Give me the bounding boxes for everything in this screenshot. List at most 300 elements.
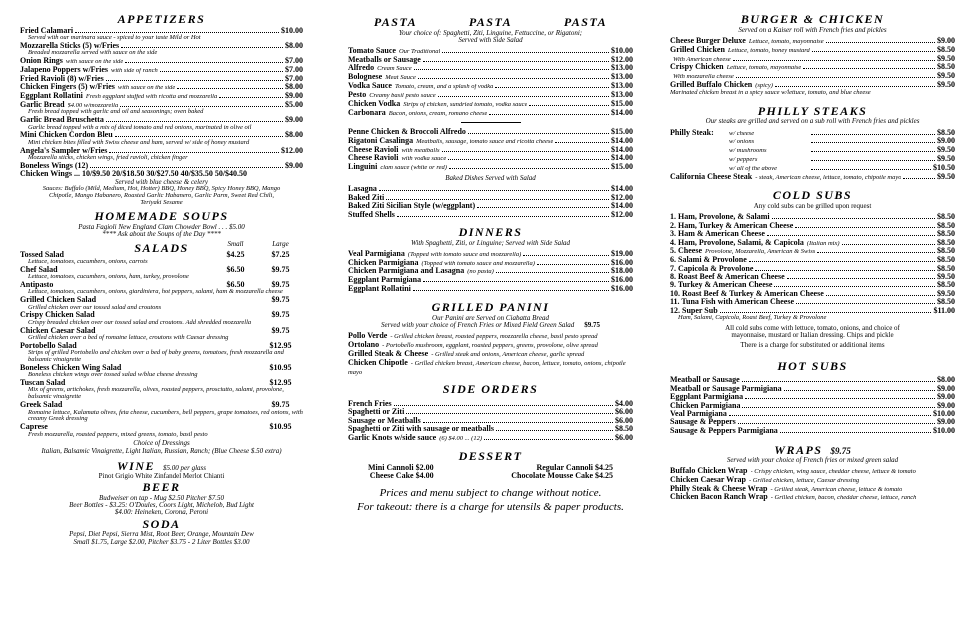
item-desc: - Grilled chicken, bacon, cheddar cheese, lettuce, ranch xyxy=(770,495,917,502)
dinner-list xyxy=(348,250,633,293)
philly-item xyxy=(670,129,955,138)
item-name: Ortolano xyxy=(348,340,380,350)
hot-sub-item xyxy=(670,427,955,435)
item-desc: - Grilled steak and onions, American cheese, garlic spread xyxy=(431,350,585,358)
hot-subs-title: HOT SUBS xyxy=(777,358,848,373)
item-note: Served with our marinara sauce - spiced to your taste Mild or Hot xyxy=(28,33,201,41)
item-name: Alfredo xyxy=(348,63,375,73)
baked-item xyxy=(348,211,633,219)
item-price: $13.00 xyxy=(611,81,633,91)
leader-dots xyxy=(75,27,279,33)
item-desc: (Topped with tomato sauce and mozzarella) xyxy=(407,251,522,258)
pasta-sub-2: Served with Side Salad xyxy=(458,35,523,44)
item-price: $9.00 xyxy=(285,90,303,100)
california-cheese-steak xyxy=(670,173,955,182)
small-price: $6.50 xyxy=(226,280,245,290)
leader-dots xyxy=(120,101,283,107)
burger-note: Marinated chicken breast in a spicy sauce w/lettuce, tomato, and blue cheese xyxy=(670,88,871,96)
item-name: Chicken Parmigiana xyxy=(670,400,741,410)
item-name: Grilled Buffalo Chicken xyxy=(670,80,753,89)
item-name: Pesto xyxy=(348,89,367,99)
item-price: $8.50 xyxy=(937,255,955,265)
item-name: Greek Salad xyxy=(20,400,63,410)
item-price: $9.00 xyxy=(937,136,955,146)
dessert-grid xyxy=(348,464,633,481)
beer-line-3: $4.00: Heineken, Corona, Peroni xyxy=(114,508,209,517)
pasta-title-2: PASTA xyxy=(468,15,513,29)
item-desc: Cream Sauce xyxy=(377,66,412,73)
item-desc: w/ peppers xyxy=(729,157,758,163)
item-price: $16.00 xyxy=(611,257,633,267)
leader-dots xyxy=(749,256,935,262)
item-price: $12.00 xyxy=(611,209,633,219)
item-price: $14.00 xyxy=(611,201,633,211)
wrap-item xyxy=(670,493,955,502)
item-price: $14.00 xyxy=(611,144,633,154)
item-note: Mozzarella sticks, chicken wings, fried ravioli, chicken finger xyxy=(28,154,188,162)
small-price: $4.25 xyxy=(226,249,245,259)
large-price: $9.75 xyxy=(271,325,290,335)
item-price: $13.00 xyxy=(611,72,633,82)
item-name: Pollo Verde xyxy=(348,331,388,341)
item-name: Spaghetti or Ziti xyxy=(348,407,405,417)
item-price: $9.00 xyxy=(937,35,955,45)
leader-dots xyxy=(755,265,935,271)
leader-dots xyxy=(406,408,613,414)
item-name: Jalapeno Poppers w/Fries xyxy=(20,64,108,74)
item-price: $15.00 xyxy=(611,127,633,137)
item-price: $10.00 xyxy=(281,25,303,35)
wraps-price: $9.75 xyxy=(830,446,851,457)
item-note: Mix of greens, artichokes, fresh mozzarella, olives, roasted peppers, prosciutto, salami, provolone, balsamic vinaigrette xyxy=(28,386,284,401)
large-price: $7.25 xyxy=(271,249,290,259)
item-desc: w/ onions xyxy=(729,139,755,146)
leader-dots xyxy=(811,155,935,161)
panini-title: GRILLED PANINI xyxy=(431,300,550,315)
item-desc: - Grilled steak, American cheese, lettuce & tomato xyxy=(770,486,903,493)
item-desc: - Crispy chicken, wing sauce, cheddar cheese, lettuce & tomato xyxy=(750,469,916,476)
item-price: $9.00 xyxy=(937,417,955,427)
wraps-header xyxy=(670,444,955,457)
large-price: $10.95 xyxy=(269,362,292,372)
leader-dots xyxy=(438,91,609,97)
item-price: $8.50 xyxy=(937,263,955,273)
leader-dots xyxy=(386,194,609,200)
leader-dots xyxy=(495,82,609,88)
item-desc: (Topped with tomato sauce and mozzarella) xyxy=(421,260,535,267)
item-desc: Meatballs, sausage, tomato sauce and ricotta cheese xyxy=(416,138,554,145)
item-price: $14.00 xyxy=(611,184,633,194)
leader-dots xyxy=(555,137,609,143)
cold-subs-info-2: mayonnaise, mustard or Italian dressing. Chips and pickle xyxy=(731,331,894,340)
leader-dots xyxy=(160,66,283,72)
philly-item xyxy=(670,137,955,146)
leader-dots xyxy=(496,425,613,431)
item-name: 1. Ham, Provolone, & Salami xyxy=(670,212,770,222)
footer-line-1: Prices and menu subject to change without notice. xyxy=(379,486,602,499)
item-desc: with side of ranch xyxy=(111,67,158,74)
item-name: Sausage or Meatballs xyxy=(348,415,421,425)
large-price: $12.95 xyxy=(269,378,292,388)
leader-dots xyxy=(496,267,609,273)
large-price: $10.95 xyxy=(269,422,292,432)
leader-dots xyxy=(379,185,609,191)
item-name: Grilled Chicken Salad xyxy=(20,295,97,305)
leader-dots xyxy=(413,285,609,291)
large-price: $12.95 xyxy=(269,340,292,350)
item-price: $7.00 xyxy=(285,73,303,83)
philly-label: Philly Steak: xyxy=(670,127,714,137)
item-name: Angela's Sampler w/Fries xyxy=(20,145,108,155)
wine-header xyxy=(20,460,303,473)
item-name: Garlic Knots w/side sauce xyxy=(348,432,437,442)
leader-dots xyxy=(784,385,935,391)
pasta-item xyxy=(348,109,633,118)
pasta-item xyxy=(348,82,633,91)
item-name: Garlic Bread xyxy=(20,99,65,109)
item-price: $9.00 xyxy=(937,383,955,393)
item-desc: Creamy basil pesto sauce xyxy=(369,92,436,99)
divider xyxy=(461,122,521,123)
burger-sub: Served on a Kaiser roll with French fries and pickles xyxy=(738,25,887,34)
item-price: $10.00 xyxy=(933,425,955,435)
wraps-sub: Served with your choice of French fries or mixed green salad xyxy=(726,455,899,464)
footer xyxy=(348,487,633,515)
item-price: $13.00 xyxy=(611,63,633,73)
item-price: $5.00 xyxy=(285,99,303,109)
item-price: $7.00 xyxy=(285,64,303,74)
panini-price: $9.75 xyxy=(584,321,601,329)
wings-note: Served with blue cheese & celery xyxy=(114,177,209,186)
baked-item xyxy=(348,185,633,193)
wraps-list xyxy=(670,467,955,502)
leader-dots xyxy=(736,72,935,78)
item-desc: Lettuce, tomato, mayonnaise xyxy=(748,38,824,45)
item-name: 5. Cheese xyxy=(670,246,702,256)
item-desc: - Grilled chicken, lettuce, Caesar dressing xyxy=(749,477,860,484)
leader-dots xyxy=(442,47,609,53)
item-price: $8.50 xyxy=(937,297,955,307)
item-name: Eggplant Parmigiana xyxy=(670,392,744,402)
item-price: $8.50 xyxy=(937,127,955,137)
item-price: $8.50 xyxy=(937,44,955,54)
small-price: $6.50 xyxy=(226,264,245,274)
cold-subs-sub: Any cold subs can be grilled upon request xyxy=(753,202,872,211)
philly-sub: Our steaks are grilled and served on a sub roll with French fries and pickles xyxy=(705,117,920,126)
item-desc: $4.00 w/mozzarella xyxy=(67,102,119,109)
leader-dots xyxy=(842,239,935,245)
item-price: $9.50 xyxy=(937,288,955,298)
item-name: Portobello Salad xyxy=(20,340,77,350)
dinners-sub: With Spaghetti, Ziti, or Linguine; Served with Side Salad xyxy=(410,238,571,247)
item-name: Eggplant Rollatini xyxy=(20,90,83,100)
item-price: $8.50 xyxy=(937,212,955,222)
item-price: $8.50 xyxy=(937,229,955,239)
leader-dots xyxy=(397,211,609,217)
pasta-item xyxy=(348,64,633,73)
item-name: Bolognese xyxy=(348,72,383,82)
panini-item xyxy=(348,359,633,377)
side-orders-list xyxy=(348,400,633,442)
item-desc: - Grilled chicken breast, roasted peppers, mozzarella cheese, basil pesto spread xyxy=(390,333,598,341)
leader-dots xyxy=(811,137,935,143)
pasta-list xyxy=(348,47,633,117)
soda-title: SODA xyxy=(142,516,181,531)
pasta-special-item xyxy=(348,154,633,163)
leader-dots xyxy=(742,376,935,382)
item-name: Caprese xyxy=(20,422,48,432)
item-name: Baked Ziti Sicilian Style (w/eggplant) xyxy=(348,201,476,211)
leader-dots xyxy=(812,46,935,52)
leader-dots xyxy=(738,418,935,424)
item-name: Vodka Sauce xyxy=(348,81,392,91)
leader-dots xyxy=(484,434,613,440)
item-name: Mini Chicken Cordon Bleu xyxy=(20,130,113,140)
leader-dots xyxy=(780,427,931,433)
item-price: $7.00 xyxy=(285,56,303,65)
item-price: $13.00 xyxy=(611,89,633,99)
item-price: $11.00 xyxy=(933,305,955,315)
item-desc: (6) $4.00 ... (12) xyxy=(439,435,483,442)
item-name: Tomato Sauce xyxy=(348,46,396,56)
item-price: $8.00 xyxy=(285,82,303,92)
pasta-title-3: PASTA xyxy=(563,15,608,29)
item-desc: with sauce on the side xyxy=(117,85,176,92)
leader-dots xyxy=(796,298,935,304)
item-name: Chef Salad xyxy=(20,264,58,274)
item-note: Garlic bread topped with a mix of diced tomato and red onions, marinated in olive oil xyxy=(28,123,252,131)
item-note: Ham, Salami, Capicola, Roast Beef, Turkey & Provolone xyxy=(678,313,827,321)
item-price: $15.00 xyxy=(611,98,633,108)
item-name: Veal Parmigiana xyxy=(670,408,727,418)
cold-sub-item xyxy=(670,239,955,248)
item-name: Chicken Bacon Ranch Wrap xyxy=(670,492,768,502)
middle-column xyxy=(348,12,633,624)
leader-dots xyxy=(106,75,283,81)
burger-list xyxy=(670,37,955,90)
large-price: $9.75 xyxy=(271,280,290,290)
right-column xyxy=(670,12,955,624)
leader-dots xyxy=(811,164,931,170)
item-name: Chicken Caesar Salad xyxy=(20,325,96,335)
large-price: $9.75 xyxy=(271,264,290,274)
item-price: $8.50 xyxy=(937,62,955,72)
item-name: Tuscan Salad xyxy=(20,378,66,388)
leader-dots xyxy=(787,273,935,279)
item-name: Carbonara xyxy=(348,107,386,117)
item-desc: w/ cheese xyxy=(729,130,755,137)
soups-title: HOMEMADE SOUPS xyxy=(94,209,229,224)
dinner-item xyxy=(348,285,633,293)
item-name: 11. Tuna Fish with American Cheese xyxy=(670,297,795,307)
leader-dots xyxy=(477,202,609,208)
leader-dots xyxy=(423,56,609,62)
leader-dots xyxy=(449,163,609,169)
item-desc: with sauce on the side xyxy=(65,59,124,65)
leader-dots xyxy=(90,162,283,168)
dessert-item: Regular Cannoli $4.25 xyxy=(536,462,613,472)
leader-dots xyxy=(775,81,935,87)
item-name: Eggplant Rollatini xyxy=(348,283,411,293)
item-name: Antipasto xyxy=(20,280,54,290)
leader-dots xyxy=(523,250,609,256)
leader-dots xyxy=(442,146,609,152)
item-desc: - Portobello mushroom, eggplant, roasted peppers, greens, provolone, olive spread xyxy=(382,342,598,350)
leader-dots xyxy=(529,100,609,106)
item-note: Lettuce, tomatoes, cucumbers, onions, ham, turkey, provolone xyxy=(28,273,189,281)
item-price: $12.00 xyxy=(611,55,633,65)
leader-dots xyxy=(115,131,283,137)
item-note: Strips of grilled Portobello and chicken over a bed of baby greens, tomatoes, fresh mozzarella and balsamic vinaigrette xyxy=(28,349,284,364)
item-price: $9.00 xyxy=(285,160,303,170)
item-name: French Fries xyxy=(348,399,392,408)
leader-dots xyxy=(772,213,935,219)
item-name: Chicken Parmigiana xyxy=(348,257,419,267)
cold-subs-list xyxy=(670,213,955,321)
leader-dots xyxy=(537,259,609,265)
item-price: $16.00 xyxy=(611,283,633,293)
appetizer-list xyxy=(20,27,303,171)
item-name: Chicken Parmigiana and Lasagna xyxy=(348,266,465,276)
item-price: $12.00 xyxy=(281,145,303,155)
item-price: $9.50 xyxy=(937,145,955,155)
item-name: Mozzarella Sticks (5) w/Fries xyxy=(20,40,120,50)
item-price: $9.00 xyxy=(285,115,303,125)
item-price: $10.00 xyxy=(611,46,633,56)
philly-title: PHILLY STEAKS xyxy=(757,103,868,118)
soups-line-2: **** Ask about the Soups of the Day **** xyxy=(102,230,221,239)
leader-dots xyxy=(109,147,279,153)
left-column xyxy=(20,12,303,624)
item-desc: with vodka sauce xyxy=(401,156,447,163)
item-name: Meatball or Sausage Parmigiana xyxy=(670,383,782,393)
item-name: Chicken Caesar Wrap xyxy=(670,474,747,484)
item-name: Chicken Fingers (5) w/Fries xyxy=(20,82,115,92)
item-desc: - Grilled chicken breast, American cheese, bacon, lettuce, tomato, onions, chipotle mayo xyxy=(348,359,626,376)
pasta-header xyxy=(348,16,633,29)
dessert-title: DESSERT xyxy=(458,449,523,464)
item-desc: (no pasta) xyxy=(467,269,494,276)
leader-dots xyxy=(125,57,283,63)
item-price: $14.00 xyxy=(611,135,633,145)
cold-subs-info-3: There is a charge for substituted or additional items xyxy=(740,341,885,350)
item-desc: With American cheese xyxy=(673,56,731,63)
item-name: Crispy Chicken Salad xyxy=(20,310,95,320)
item-name: 6. Salami & Provolone xyxy=(670,255,747,265)
item-note: Mini chicken bites filled with Swiss cheese and ham, served w/ side of honey mustard xyxy=(28,138,250,146)
item-name: Fried Ravioli (8) w/Fries xyxy=(20,73,104,83)
item-price: $10.00 xyxy=(933,408,955,418)
leader-dots xyxy=(774,281,935,287)
item-name: Cheese Ravioli xyxy=(348,144,399,154)
item-price: $10.50 xyxy=(933,162,955,172)
leader-dots xyxy=(745,393,935,399)
item-name: Fried Calamari xyxy=(20,25,74,35)
item-name: Lasagna xyxy=(348,184,377,194)
item-name: Garlic Bread Bruschetta xyxy=(20,115,104,125)
item-note: Boneless chicken wings over tossed salad w/blue cheese dressing xyxy=(28,371,198,379)
pasta-special-item xyxy=(348,163,633,172)
leader-dots xyxy=(106,116,283,122)
item-name: 8. Roast Beef & American Cheese xyxy=(670,271,785,281)
panini-sub-1: Our Panini are Served on Ciabatta Bread xyxy=(432,313,549,322)
leader-dots xyxy=(795,222,935,228)
item-note: Crispy breaded chicken over our tossed salad and croutons. Add shredded mozzarella xyxy=(28,318,252,326)
leader-dots xyxy=(826,37,935,43)
item-name: Penne Chicken & Broccoli Alfredo xyxy=(348,127,466,137)
item-desc: Meat Sauce xyxy=(385,75,416,82)
item-note: Romaine lettuce, Kalamata olives, feta cheese, cucumbers, bell peppers, grape tomatoes, red onions, with creamy Greek dressing xyxy=(28,408,303,423)
item-name: Crispy Chicken xyxy=(670,62,724,72)
leader-dots xyxy=(720,307,932,313)
item-desc: Our Traditional xyxy=(398,49,441,56)
item-name: Rigatoni Casalinga xyxy=(348,135,414,145)
wine-list: Pinot Grigio White Zinfandel Merlot Chianti xyxy=(98,471,225,480)
item-name: Linguini xyxy=(348,162,378,172)
leader-dots xyxy=(423,276,609,282)
item-price: $8.50 xyxy=(937,246,955,256)
item-desc: Strips of chicken, sundried tomato, vodka sauce xyxy=(403,101,528,108)
item-name: 7. Capicola & Provolone xyxy=(670,263,754,273)
dressings-title: Choice of Dressings xyxy=(133,439,190,448)
item-price: $15.00 xyxy=(611,162,633,172)
small-label: Small xyxy=(227,240,244,249)
item-price: $6.00 xyxy=(615,415,633,425)
baked-list xyxy=(348,185,633,219)
item-name: 2. Ham, Turkey & American Cheese xyxy=(670,220,794,230)
item-desc: Tomato, cream, and a splash of vodka xyxy=(394,84,494,91)
side-order-item xyxy=(348,434,633,443)
item-name: Boneless Chicken Wing Salad xyxy=(20,362,122,372)
item-name: 3. Ham & American Cheese xyxy=(670,229,765,239)
dessert-item: Mini Cannoli $2.00 xyxy=(368,462,434,472)
california-name: California Cheese Steak xyxy=(670,171,753,181)
cold-subs-info-1: All cold subs come with lettuce, tomato, onions, and choice of xyxy=(725,323,900,332)
item-name: Sausage & Peppers xyxy=(670,417,736,427)
item-price: $8.50 xyxy=(615,424,633,434)
panini-sub-2: Served with your choice of French Fries or Mixed Field Green Salad xyxy=(380,321,575,329)
item-desc: w/ mushrooms xyxy=(729,148,767,155)
california-desc: - steak, American cheese, lettuce, tomato, chipotle mayo xyxy=(755,174,902,181)
item-price: $12.00 xyxy=(611,192,633,202)
dessert-item: Cheese Cake $4.00 xyxy=(369,471,434,481)
wine-price: $5.00 per glass xyxy=(163,464,206,473)
item-note: Lettuce, tomatoes, cucumbers, onions, carrots xyxy=(28,258,148,266)
item-price: $8.00 xyxy=(937,375,955,385)
item-name: Boneless Wings (12) xyxy=(20,160,89,170)
item-note: Grilled chicken over a bed of romaine lettuce, croutons with Caesar dressing xyxy=(28,334,229,342)
large-price: $9.75 xyxy=(271,295,290,305)
item-name: Philly Steak & Cheese Wrap xyxy=(670,483,768,493)
item-name: Meatball or Sausage xyxy=(670,375,740,385)
soups-line-1: Pasta Fagioli New England Clam Chowder Bowl . . . $5.00 xyxy=(78,223,245,232)
item-price: $14.00 xyxy=(611,107,633,117)
item-note: Lettuce, tomatoes, cucumbers, onions, giardiniera, hot peppers, salami, ham & mozzarella cheese xyxy=(28,288,283,296)
leader-dots xyxy=(489,109,609,115)
panini-item xyxy=(348,332,633,341)
item-name: Grilled Steak & Cheese xyxy=(348,348,429,358)
large-price: $9.75 xyxy=(271,400,290,410)
soda-line-1: Pepsi, Diet Pepsi, Sierra Mist, Root Beer, Orange, Mountain Dew xyxy=(69,530,254,539)
leader-dots xyxy=(811,129,935,135)
leader-dots xyxy=(733,55,935,61)
item-price: $8.00 xyxy=(285,40,303,50)
item-desc: Fresh eggplant stuffed with ricotta and mozzarella xyxy=(85,93,218,100)
item-name: Chicken Vodka xyxy=(348,98,401,108)
item-desc: With mozzarella cheese xyxy=(673,74,734,81)
item-desc: clam sauce (white or red) xyxy=(380,165,447,172)
item-name: 12. Super Sub xyxy=(670,305,718,315)
